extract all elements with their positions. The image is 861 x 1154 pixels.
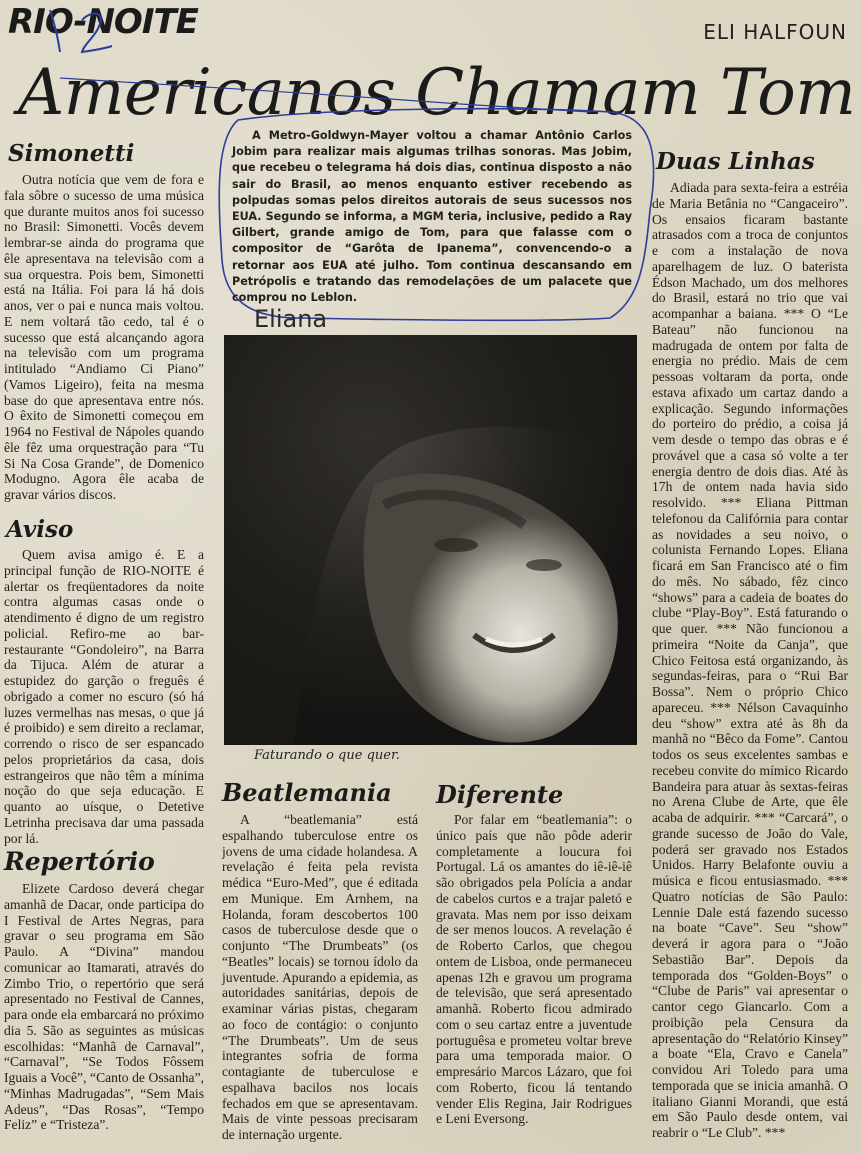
section-title-repertorio: Repertório — [4, 847, 155, 876]
section-title-aviso: Aviso — [6, 516, 74, 543]
pen-strike-headline — [60, 78, 590, 112]
photo-caption: Faturando o que quer. — [254, 748, 400, 763]
section-body-beatlemania: A “beatlemania” está espalhando tuberculose entre os jovens de uma cidade holandesa. A revelação é feita pela revista médica “Euro-Med”, que é editada em Munique. Em Arnhem, na Holanda, foram descobertos 100 casos de tuberculose desde que o conjunto “The Drumbeats” (os “Beatles” locais) se tornou ídolo da juventude. Apurando a epidemia, as autoridades sanitárias, depois de examinar várias pistas, chegaram ao foco de contágio: o conjunto “The Drumbeats”. Um de seus integrantes sofria de forma contagiante de tuberculose e espalhava bacilos nos locais fechados em que se apresentavam. Mais de vinte pessoas precisaram de internação urgente. — [222, 812, 418, 1142]
portrait-photo — [224, 335, 637, 745]
section-title-simonetti: Simonetti — [8, 140, 135, 167]
pen-mark-12 — [50, 10, 112, 52]
portrait-photo-art — [224, 335, 637, 745]
masthead: RIO-NOITE — [8, 2, 198, 42]
section-title-beatlemania: Beatlemania — [222, 778, 392, 807]
section-body-repertorio: Elizete Cardoso deverá chegar amanhã de Dacar, onde participa do I Festival de Artes Negras, para gravar o seu programa em São Paulo. A “Divina” mandou comunicar ao Itamarati, através do Zimbo Trio, o repertório que será apresentado no Festival de Cannes, para onde ela embarcará no próximo dia 5. São as seguintes as músicas escolhidas: “Manhã de Carnaval”, “Carnaval”, “Se Todos Fôssem Iguais a Você”, “Canto de Ossanha”, “Minhas Madrugadas”, “Sem Mais Adeus”, “Das Rosas”, “Tempo Feliz” e “Tristeza”. — [4, 881, 204, 1133]
section-title-duas-linhas: Duas Linhas — [656, 148, 815, 175]
headline: Americanos Chamam Tom — [18, 56, 856, 130]
section-body-diferente: Por falar em “beatlemania”: o único país que não pôde aderir completamente a loucura foi Portugal. Lá os amantes do iê-iê-iê são obrigados pela Polícia a andar de cabelos curtos e a trajar paletó e gravata. Mas nem por isso deixam de ser menos loucos. A revelação é de Roberto Carlos, que chegou ontem de Lisboa, onde permaneceu apenas 12h e gravou um programa de televisão, que será apresentado amanhã. Roberto ficou admirado com o seu cartaz entre a juventude portuguêsa e prometeu voltar breve para uma temporada maior. O empresário Marcos Lázaro, que foi com Roberto, ficou lá tentando vender Elis Regina, Jair Rodrigues e Leni Eversong. — [436, 812, 632, 1127]
byline: ELI HALFOUN — [703, 20, 847, 44]
section-body-duas-linhas: Adiada para sexta-feira a estréia de Maria Betânia no “Cangaceiro”. Os ensaios ficaram bastante atrasados com a troca de conjuntos e com a instalação de nova aparelhagem de luz. O baterista Édson Machado, um dos melhores do Brasil, estará no trio que vai acompanhar a baiana. *** O “Le Bateau” não funcionou na madrugada de ontem por falta de energia no prédio. Mais de cem pessoas voltaram da porta, onde estava afixado um cartaz dando a explicação. Segundo informações do porteiro do prédio, a coisa já vem desde o tempo das obras e é provável que a casa só volte a ter energia dentro de dois dias. Até às 17h de ontem nada havia sido resolvido. *** Eliana Pittman telefonou da Califórnia para contar as novidades a seu noivo, o colunista Fernando Lopes. Eliana ficará em San Francisco até o fim do mês. No sábado, fêz cinco “shows” para a cadeia de boates do clube “Play-Boy”. Está faturando o que quer. *** Não funcionou a primeira “Noite da Canja”, que Chico Feitosa está organizando, às segundas-feiras, para o “Rui Bar Bossa”. Nem o próprio Chico apareceu. *** Nélson Cavaquinho deu “show” extra até às 8h da manhã no “Bêco da Fome”. Cantou todos os seus excelentes sambas e recebeu convite do mímico Ricardo Bandeira para atuar às sextas-feiras no Arena Clube de Arte, que êle acaba de adquirir. *** “Carcará”, o grande sucesso de João do Vale, poderá ser gravado nos Estados Unidos. Harry Belafonte ouviu a música e ficou entusiasmado. *** Quatro notícias de São Paulo: Lennie Dale está fazendo sucesso na boate “Cave”. Seu “show” deverá ir agora para o “João Sebastião Bar”. Depois da temporada dos “Golden-Boys” o “Clube de Paris” vai apresentar o cantor cego Giancarlo. Com a proibição pela Censura da apresentação do “Relatório Kinsey” a boate “Ela, Cravo e Canela” convidou Ari Toledo para uma temporada que se inicia amanhã. O italiano Gianni Morandi, que está em São Paulo desde ontem, vai reabrir o “Le Club”. *** — [652, 180, 848, 1140]
lead-story: A Metro-Goldwyn-Mayer voltou a chamar Antônio Carlos Jobim para realizar mais algumas trilhas sonoras. Mas Jobim, que recebeu o telegrama há dois dias, continua disposto a não sair do Brasil, ao menos enquanto estiver recebendo as polpudas somas pelos direitos autorais de seus sucessos nos EUA. Segundo se informa, a MGM teria, inclusive, pedido a Ray Gilbert, grande amigo de Tom, para que falasse com o compositor de “Garôta de Ipanema”, convencendo-o a retornar aos EUA até julho. Tom continua descansando em Petrópolis e tratando das remodelações de um palacete que comprou no Leblon. — [232, 129, 632, 305]
section-title-diferente: Diferente — [436, 780, 564, 809]
section-body-simonetti: Outra notícia que vem de fora e fala sôbre o sucesso de uma música que durante muitos anos foi sucesso no Brasil: Simonetti. Vocês devem lembrar-se ainda do programa que êle apresentava na televisão com a sua orquestra. Pois bem, Simonetti está na Itália. Foi para lá há dois anos, ver o pai e nunca mais voltou. E nem voltará tão cedo, tal é o sucesso que está alcançando agora na televisão com um programa intitulado “Andiamo Ci Piano” (Vamos Ligeiro), feita na mesma base do que apresentava entre nós. O êxito de Simonetti começou em 1964 no Festival de Nápoles quando êle fêz uma orquestração para “Tu Si Na Cosa Grande”, de Domenico Modugno. Agora êle acaba de gravar vários discos. — [4, 172, 204, 502]
handwritten-name: Eliana — [254, 305, 328, 333]
section-body-aviso: Quem avisa amigo é. E a principal função de RIO-NOITE é alertar os freqüentadores da noite contra algumas casas onde o atendimento é digno de um registro policial. Refiro-me ao bar-restaurante “Gondoleiro”, na Barra da Tijuca. Além de aturar a estupidez do garção o freguês é obrigado a comer no escuro (só há luzes vermelhas nas mesas, o que já é proibido) e sem direito a reclamar, correndo o risco de ser espancado pelos proprietários da casa, dois estrangeiros que não têm a mínima noção do que seja educação. E quanto ao uísque, o Detetive Letrinha precisava dar uma passada por lá. — [4, 547, 204, 846]
